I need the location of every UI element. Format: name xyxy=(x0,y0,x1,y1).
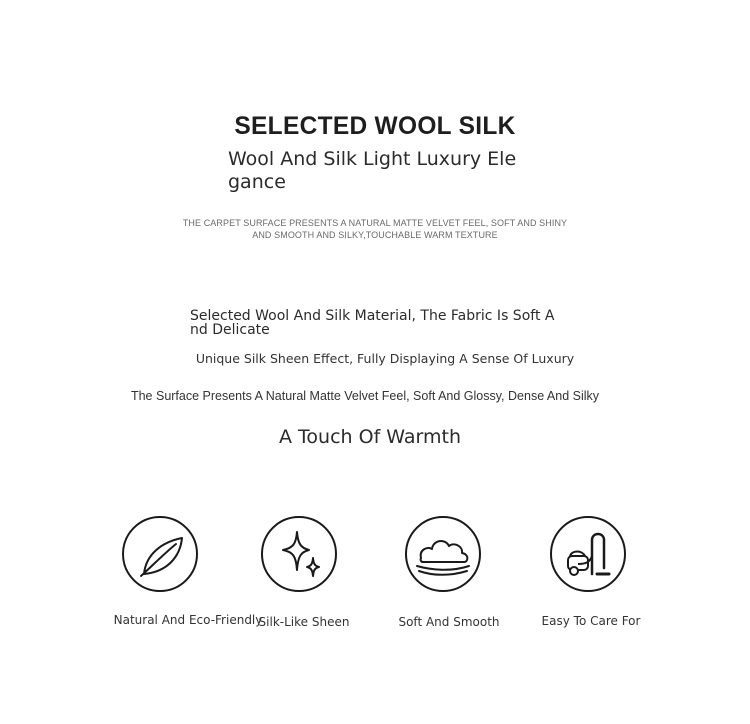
cloud-icon xyxy=(405,516,481,592)
icon-label-soft: Soft And Smooth xyxy=(398,615,500,629)
icon-label-sheen: Silk-Like Sheen xyxy=(258,615,350,629)
leaf-icon xyxy=(122,516,198,592)
feature-line-material: Selected Wool And Silk Material, The Fabric Is Soft And Delicate xyxy=(190,308,555,338)
icon-label-eco: Natural And Eco-Friendly xyxy=(113,613,263,627)
feature-line-warmth: A Touch Of Warmth xyxy=(279,426,461,448)
icon-label-care: Easy To Care For xyxy=(541,614,641,628)
vacuum-cleaner-icon xyxy=(550,516,626,592)
feature-line-surface: The Surface Presents A Natural Matte Velvet Feel, Soft And Glossy, Dense And Silky xyxy=(130,389,600,403)
brand-title: SELECTED WOOL SILK xyxy=(234,112,516,140)
feature-line-sheen: Unique Silk Sheen Effect, Fully Displaying A Sense Of Luxury xyxy=(195,351,575,366)
headline: Wool And Silk Light Luxury Elegance xyxy=(228,148,517,193)
sparkle-icon xyxy=(261,516,337,592)
texture-caption: THE CARPET SURFACE PRESENTS A NATURAL MATTE VELVET FEEL, SOFT AND SHINY AND SMOOTH AND SILKY,TOUCHABLE WARM TEXTURE xyxy=(182,218,568,240)
